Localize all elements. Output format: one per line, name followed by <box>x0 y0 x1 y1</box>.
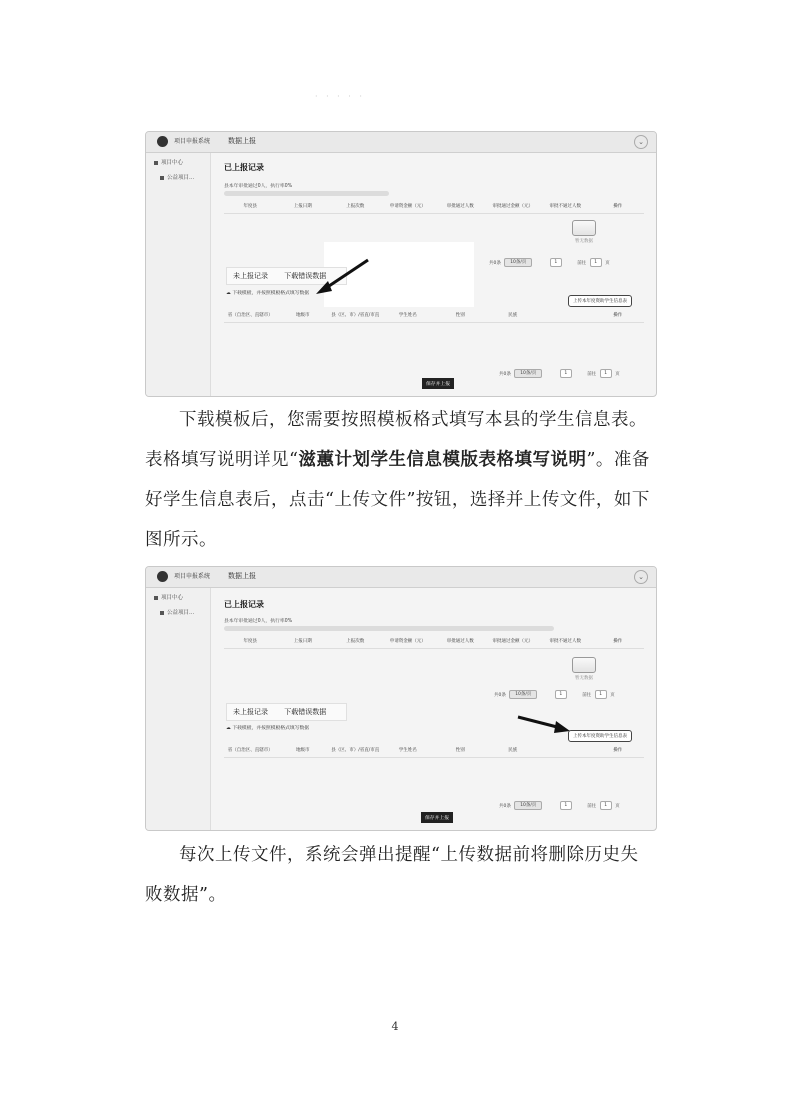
pagination: 共0条 10条/页 1 前往 1 页 <box>494 692 615 698</box>
pointer-arrow-icon <box>146 132 656 396</box>
page-size-select[interactable]: 10条/页 <box>504 258 532 267</box>
column-header: 审批不通过人数 <box>549 639 581 644</box>
column-header: 上报日期 <box>293 204 312 209</box>
goto-page-input[interactable]: 1 <box>600 369 612 378</box>
chevron-down-icon[interactable]: ⌄ <box>634 135 648 149</box>
tab-unreported[interactable]: 未上报记录 <box>233 272 268 280</box>
upload-button[interactable]: 上传本年度资助学生信息表 <box>568 295 632 307</box>
column-header: 操作 <box>613 748 623 753</box>
pointer-arrow-icon <box>146 567 656 830</box>
sidebar-item-public-project[interactable]: 公益项目... <box>160 608 194 616</box>
stat-line: 县本年审批通过0人，执行率0% <box>224 619 293 624</box>
column-header: 学生姓名 <box>398 748 417 753</box>
section-title-uploaded: 已上报记录 <box>224 163 264 172</box>
column-header: 审批通过金额（元） <box>492 639 533 644</box>
column-header: 操作 <box>613 204 623 209</box>
sidebar-item-public-project[interactable]: 公益项目... <box>160 173 194 181</box>
column-header: 民族 <box>508 313 518 318</box>
column-header: 性别 <box>455 313 465 318</box>
screenshot-download-template <box>145 131 657 397</box>
column-header: 操作 <box>613 313 623 318</box>
page-number-footer: 4 <box>391 1020 399 1033</box>
save-and-report-button[interactable]: 保存并上报 <box>421 812 453 823</box>
empty-state: 暂无数据 <box>564 220 604 244</box>
goto-page-input[interactable]: 1 <box>600 801 612 810</box>
column-header: 县（区、市）/省直/市直 <box>331 748 380 753</box>
sidebar-item-project-center[interactable]: 项目中心 <box>154 158 183 166</box>
page-size-select[interactable]: 10条/页 <box>509 690 537 699</box>
column-header: 学生姓名 <box>398 313 417 318</box>
pagination: 共0条 10条/页 1 前往 1 页 <box>499 371 620 377</box>
save-and-report-button[interactable]: 保存并上报 <box>422 378 454 389</box>
column-header: 操作 <box>613 639 623 644</box>
template-tip[interactable]: ☁ 下载模板，并按照模板格式填写数据 <box>226 726 310 731</box>
column-header: 年度县 <box>243 639 257 644</box>
column-header: 民族 <box>508 748 518 753</box>
tab-download-errors[interactable]: 下载错误数据 <box>284 272 327 280</box>
column-header: 省（自治区、直辖市） <box>227 748 273 753</box>
page-title: 数据上报 <box>228 137 256 145</box>
section-title-uploaded: 已上报记录 <box>224 600 264 609</box>
page-number[interactable]: 1 <box>560 369 572 378</box>
tab-download-errors[interactable]: 下载错误数据 <box>284 708 327 716</box>
template-tip[interactable]: ☁ 下载模板，并按照模板格式填写数据 <box>226 291 310 296</box>
screenshot-upload-file <box>145 566 657 831</box>
app-title: 项目申报系统 <box>174 138 211 145</box>
paragraph-upload-note: 每次上传文件，系统会弹出提醒“上传数据前将删除历史失败数据”。 <box>145 845 639 905</box>
column-header: 上报日期 <box>293 639 312 644</box>
paragraph-instructions: 下载模板后，您需要按照模板格式填写本县的学生信息表。表格填写说明详见“滋蕙计划学生信息模版表格填写说明”。准备好学生信息表后，点击“上传文件”按钮，选择并上传文件，如下图所示。 <box>145 410 650 550</box>
column-header: 年度县 <box>243 204 257 209</box>
column-header: 地级市 <box>296 748 310 753</box>
page-size-select[interactable]: 10条/页 <box>514 369 542 378</box>
bold-reference: 滋蕙计划学生信息模版表格填写说明 <box>298 450 587 470</box>
column-header: 审批通过金额（元） <box>492 204 533 209</box>
column-header: 上报次数 <box>346 639 365 644</box>
tab-unreported[interactable]: 未上报记录 <box>233 708 268 716</box>
pagination: 共0条 10条/页 1 前往 1 页 <box>489 260 610 266</box>
column-header: 上报次数 <box>346 204 365 209</box>
page-number[interactable]: 1 <box>550 258 562 267</box>
empty-state: 暂无数据 <box>564 657 604 681</box>
app-title: 项目申报系统 <box>174 573 211 580</box>
stat-line: 县本年审批通过0人，执行率0% <box>224 184 293 189</box>
page-title: 数据上报 <box>228 572 256 580</box>
column-header: 省（自治区、直辖市） <box>227 313 273 318</box>
page-number[interactable]: 1 <box>555 690 567 699</box>
column-header: 审批通过人数 <box>446 204 474 209</box>
upload-button[interactable]: 上传本年度资助学生信息表 <box>568 730 632 742</box>
column-header: 审批通过人数 <box>446 639 474 644</box>
column-header: 申请资金额（元） <box>389 639 426 644</box>
page-size-select[interactable]: 10条/页 <box>514 801 542 810</box>
column-header: 性别 <box>455 748 465 753</box>
scan-noise: · · · · · <box>315 92 365 101</box>
goto-page-input[interactable]: 1 <box>590 258 602 267</box>
column-header: 审批不通过人数 <box>549 204 581 209</box>
column-header: 县（区、市）/省直/市直 <box>331 313 380 318</box>
pagination: 共0条 10条/页 1 前往 1 页 <box>499 803 620 809</box>
sidebar-item-project-center[interactable]: 项目中心 <box>154 593 183 601</box>
page-number[interactable]: 1 <box>560 801 572 810</box>
goto-page-input[interactable]: 1 <box>595 690 607 699</box>
column-header: 申请资金额（元） <box>389 204 426 209</box>
chevron-down-icon[interactable]: ⌄ <box>634 570 648 584</box>
column-header: 地级市 <box>296 313 310 318</box>
